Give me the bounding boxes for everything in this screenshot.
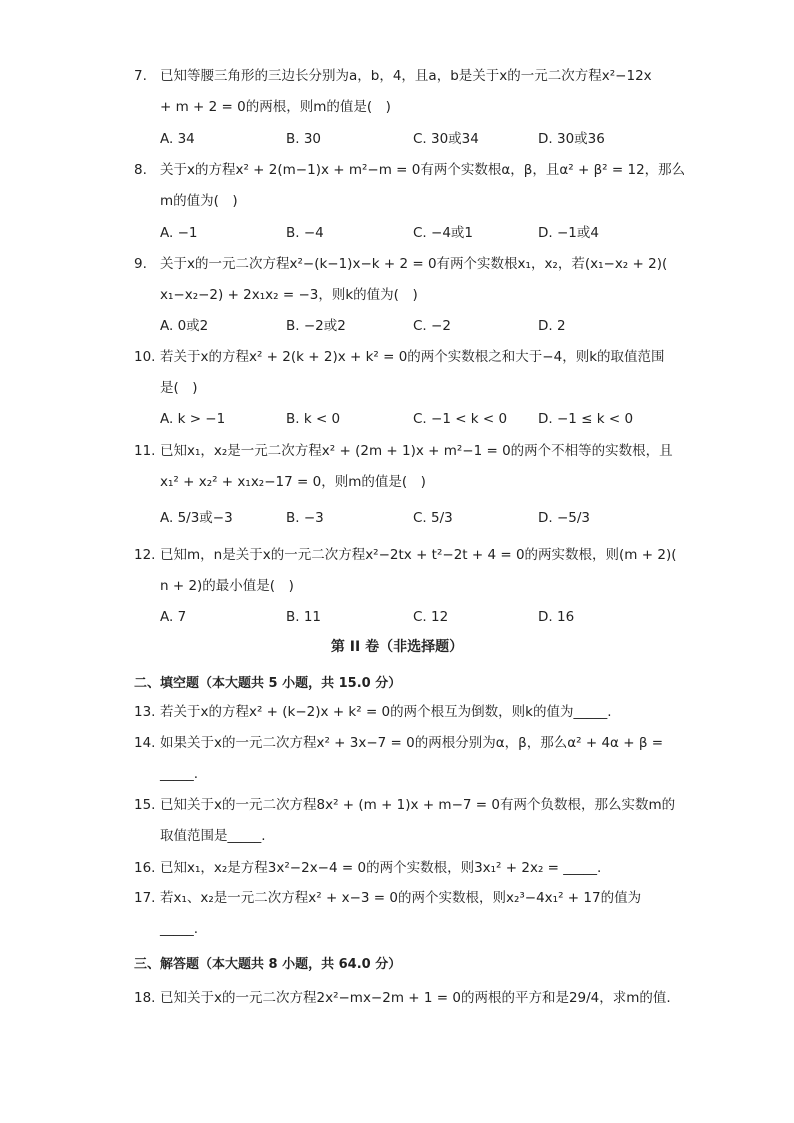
question-text-line1: 若x₁、x₂是一元二次方程x² + x−3 = 0的两个实数根，则x₂³−4x₁² + 17的值为 xyxy=(160,890,642,906)
question-text-line2: x₁−x₂−2) + 2x₁x₂ = −3，则k的值为( ) xyxy=(160,287,418,303)
part2-title: 第 II 卷（非选择题） xyxy=(330,639,464,655)
question-text-line1: 已知m，n是关于x的一元二次方程x²−2tx + t²−2t + 4 = 0的两实数根，则(m + 2)( xyxy=(160,547,677,563)
option-a: A. 7 xyxy=(160,609,187,625)
question-text-line1: 关于x的方程x² + 2(m−1)x + m²−m = 0有两个实数根α，β，且α² + β² = 12，那么 xyxy=(160,162,686,178)
option-b: B. −2或2 xyxy=(286,318,346,334)
question-number: 17. xyxy=(134,890,156,906)
option-c: C. −1 < k < 0 xyxy=(413,411,508,427)
question-text-line2: 是( ) xyxy=(160,380,198,396)
option-b: B. −3 xyxy=(286,510,324,526)
question-number: 7. xyxy=(134,68,147,84)
option-d: D. 16 xyxy=(538,609,575,625)
option-b: B. 11 xyxy=(286,609,322,625)
question-text-line2: n + 2)的最小值是( ) xyxy=(160,578,294,594)
question-number: 10. xyxy=(134,349,156,365)
option-d: D. 2 xyxy=(538,318,566,334)
question-number: 12. xyxy=(134,547,156,563)
option-b: B. k < 0 xyxy=(286,411,341,427)
question-text-line1: 已知关于x的一元二次方程2x²−mx−2m + 1 = 0的两根的平方和是29/4，求m的值. xyxy=(160,990,671,1006)
option-c: C. 12 xyxy=(413,609,449,625)
question-text-line2: 取值范围是_____. xyxy=(160,828,266,844)
option-c: C. −4或1 xyxy=(413,225,473,241)
question-number: 11. xyxy=(134,443,156,459)
question-number: 18. xyxy=(134,990,156,1006)
question-text-line2: _____. xyxy=(160,766,199,782)
question-text-line1: 已知关于x的一元二次方程8x² + (m + 1)x + m−7 = 0有两个负数根，那么实数m的 xyxy=(160,797,676,813)
section-answer-title: 三、解答题（本大题共 8 小题，共 64.0 分） xyxy=(134,957,402,972)
option-a: A. −1 xyxy=(160,225,198,241)
question-text-line2: x₁² + x₂² + x₁x₂−17 = 0，则m的值是( ) xyxy=(160,474,426,490)
option-d: D. 30或36 xyxy=(538,131,605,147)
question-text-line1: 已知x₁，x₂是方程3x²−2x−4 = 0的两个实数根，则3x₁² + 2x₂ = _____. xyxy=(160,860,602,876)
option-d: D. −1或4 xyxy=(538,225,599,241)
question-text-line1: 若关于x的方程x² + (k−2)x + k² = 0的两个根互为倒数，则k的值为_____. xyxy=(160,704,612,720)
option-c: C. 30或34 xyxy=(413,131,479,147)
question-text-line1: 若关于x的方程x² + 2(k + 2)x + k² = 0的两个实数根之和大于−4，则k的取值范围 xyxy=(160,349,665,365)
question-text-line1: 已知等腰三角形的三边长分别为a，b，4，且a，b是关于x的一元二次方程x²−12x xyxy=(160,68,652,84)
option-d: D. −5/3 xyxy=(538,510,591,526)
option-a: A. k > −1 xyxy=(160,411,226,427)
option-a: A. 5/3或−3 xyxy=(160,510,233,526)
option-a: A. 0或2 xyxy=(160,318,209,334)
question-text-line1: 如果关于x的一元二次方程x² + 3x−7 = 0的两根分别为α，β，那么α² + 4α + β = xyxy=(160,735,664,751)
option-b: B. 30 xyxy=(286,131,322,147)
option-b: B. −4 xyxy=(286,225,324,241)
option-c: C. 5/3 xyxy=(413,510,453,526)
question-text-line1: 关于x的一元二次方程x²−(k−1)x−k + 2 = 0有两个实数根x₁，x₂，若(x₁−x₂ + 2)( xyxy=(160,256,668,272)
question-number: 8. xyxy=(134,162,147,178)
question-number: 14. xyxy=(134,735,156,751)
question-text-line2: + m + 2 = 0的两根，则m的值是( ) xyxy=(160,99,391,115)
section-fill-blank-title: 二、填空题（本大题共 5 小题，共 15.0 分） xyxy=(134,676,402,691)
question-number: 13. xyxy=(134,704,156,720)
question-text-line1: 已知x₁，x₂是一元二次方程x² + (2m + 1)x + m²−1 = 0的两个不相等的实数根，且 xyxy=(160,443,673,459)
question-number: 9. xyxy=(134,256,147,272)
option-a: A. 34 xyxy=(160,131,195,147)
option-c: C. −2 xyxy=(413,318,451,334)
question-text-line2: _____. xyxy=(160,921,199,937)
question-number: 16. xyxy=(134,860,156,876)
question-text-line2: m的值为( ) xyxy=(160,193,238,209)
question-number: 15. xyxy=(134,797,156,813)
option-d: D. −1 ≤ k < 0 xyxy=(538,411,634,427)
